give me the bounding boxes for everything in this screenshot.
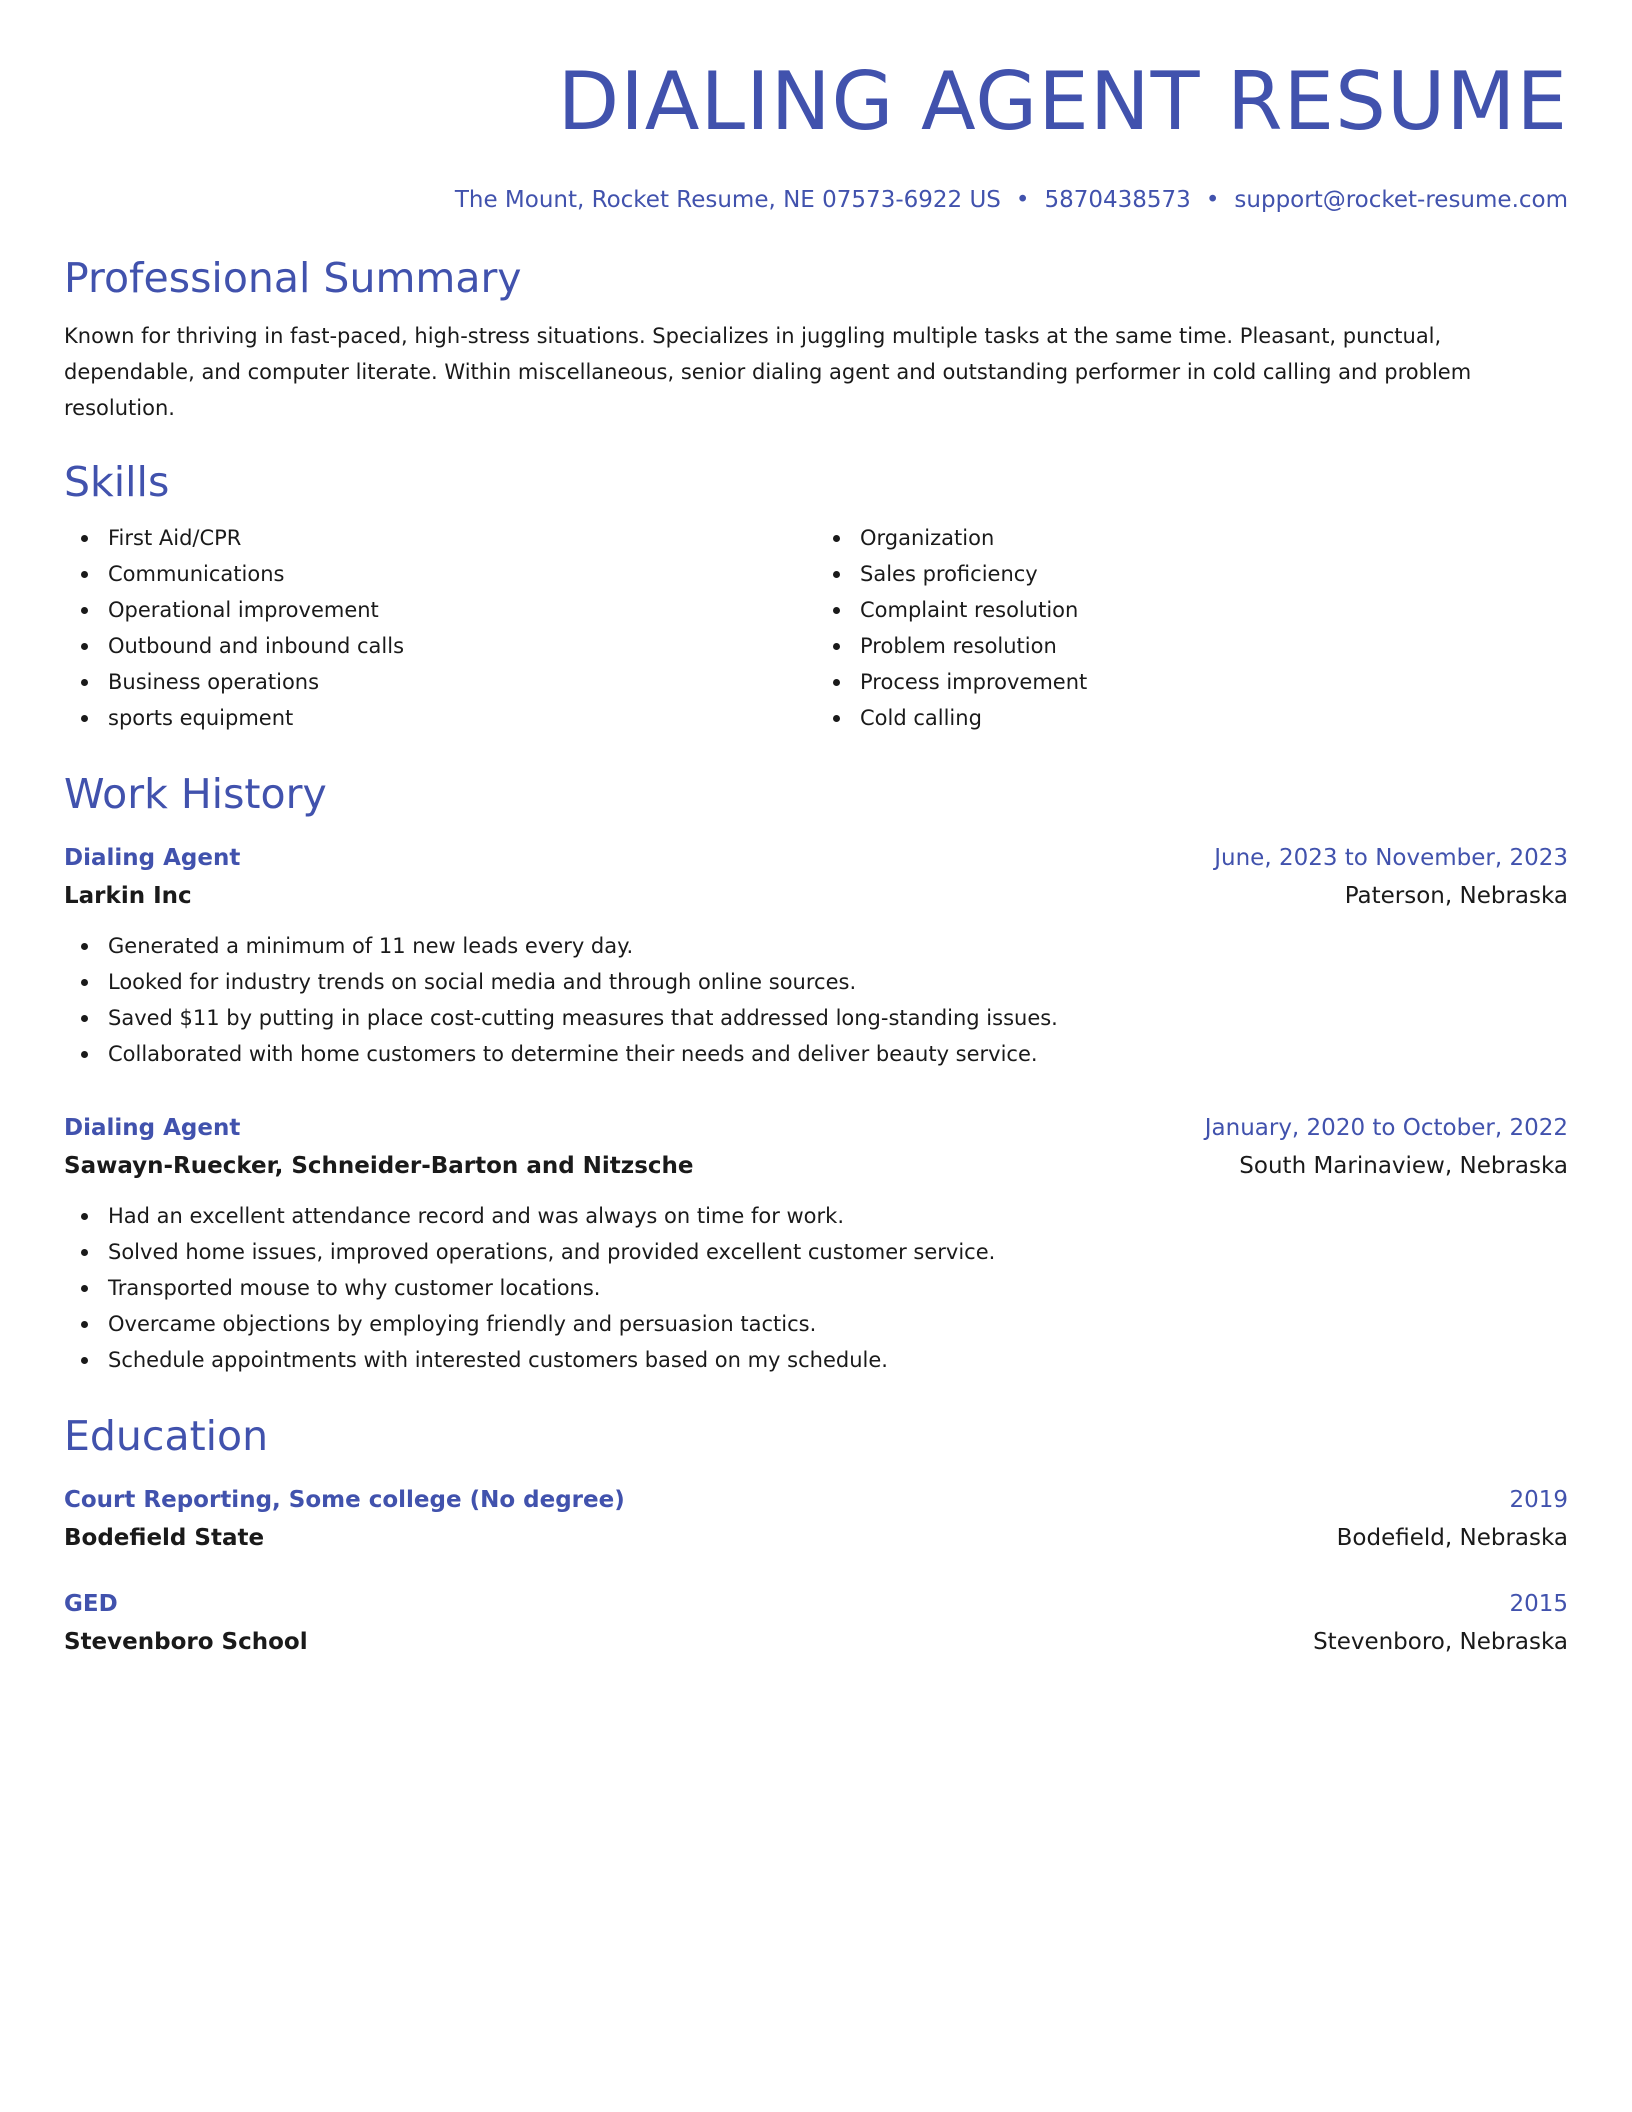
skill-item: Outbound and inbound calls — [108, 628, 816, 664]
skill-item: Business operations — [108, 664, 816, 700]
contact-address: The Mount, Rocket Resume, NE 07573-6922 US — [454, 187, 1001, 213]
skill-item: Organization — [860, 520, 1568, 556]
education-location: Stevenboro, Nebraska — [1313, 1629, 1568, 1655]
job-dates: January, 2020 to October, 2022 — [1204, 1115, 1568, 1141]
job-bullet: Had an excellent attendance record and was always on time for work. — [108, 1198, 1568, 1234]
skill-item: sports equipment — [108, 700, 816, 736]
skill-item: Problem resolution — [860, 628, 1568, 664]
job-entry — [64, 840, 1568, 1072]
contact-email: support@rocket-resume.com — [1234, 187, 1568, 213]
job-bullet: Schedule appointments with interested customers based on my schedule. — [108, 1342, 1568, 1378]
job-location: South Marinaview, Nebraska — [1239, 1153, 1568, 1179]
education-section — [64, 1410, 1568, 1662]
education-school: Bodefield State — [64, 1525, 265, 1551]
work-history-section — [64, 768, 1568, 1378]
job-bullet: Looked for industry trends on social media and through online sources. — [108, 964, 1568, 1000]
job-company: Larkin Inc — [64, 883, 192, 909]
education-school: Stevenboro School — [64, 1629, 308, 1655]
skill-item: Cold calling — [860, 700, 1568, 736]
skills-heading: Skills — [64, 458, 170, 506]
contact-phone: 5870438573 — [1044, 187, 1191, 213]
job-dates: June, 2023 to November, 2023 — [1214, 845, 1568, 871]
job-title: Dialing Agent — [64, 845, 241, 871]
skills-column-right — [816, 520, 1568, 736]
education-degree: Court Reporting, Some college (No degree) — [64, 1487, 625, 1513]
skill-item: Complaint resolution — [860, 592, 1568, 628]
education-header-row — [64, 1586, 1568, 1622]
job-location: Paterson, Nebraska — [1344, 883, 1568, 909]
job-bullet: Transported mouse to why customer locations. — [108, 1270, 1568, 1306]
education-header-row — [64, 1482, 1568, 1518]
education-entry — [64, 1586, 1568, 1662]
contact-line — [64, 184, 1568, 216]
education-degree: GED — [64, 1591, 118, 1617]
skill-item: Sales proficiency — [860, 556, 1568, 592]
education-year: 2015 — [1509, 1591, 1568, 1617]
contact-separator: • — [1205, 187, 1220, 213]
summary-heading: Professional Summary — [64, 254, 522, 302]
skill-item: Process improvement — [860, 664, 1568, 700]
job-bullet: Overcame objections by employing friendly and persuasion tactics. — [108, 1306, 1568, 1342]
job-bullet: Collaborated with home customers to determine their needs and deliver beauty service. — [108, 1036, 1568, 1072]
job-bullet: Solved home issues, improved operations, and provided excellent customer service. — [108, 1234, 1568, 1270]
job-company-row — [64, 876, 1568, 916]
education-heading: Education — [64, 1412, 269, 1460]
work-history-heading: Work History — [64, 770, 327, 818]
job-header-row — [64, 1110, 1568, 1146]
skills-section — [64, 456, 1568, 736]
resume-title: DIALING AGENT RESUME — [557, 55, 1568, 148]
skill-item: Communications — [108, 556, 816, 592]
skill-item: Operational improvement — [108, 592, 816, 628]
contact-separator: • — [1015, 187, 1030, 213]
job-bullet: Generated a minimum of 11 new leads every day. — [108, 928, 1568, 964]
education-school-row — [64, 1518, 1568, 1558]
job-bullets — [64, 928, 1568, 1072]
job-company: Sawayn-Ruecker, Schneider-Barton and Nitzsche — [64, 1153, 694, 1179]
education-entry — [64, 1482, 1568, 1558]
resume-header — [64, 52, 1568, 216]
job-company-row — [64, 1146, 1568, 1186]
summary-section — [64, 252, 1568, 426]
job-bullet: Saved $11 by putting in place cost-cutting measures that addressed long-standing issues. — [108, 1000, 1568, 1036]
job-entry — [64, 1110, 1568, 1378]
summary-text: Known for thriving in fast-paced, high-stress situations. Specializes in juggling multiple tasks at the same time. Pleasant, punctual, dependable, and computer literate. Within miscellaneous, senior dialing agent and outstanding performer in cold calling and problem resolution. — [64, 324, 1472, 420]
job-header-row — [64, 840, 1568, 876]
education-year: 2019 — [1509, 1487, 1568, 1513]
skills-grid — [64, 520, 1568, 736]
skill-item: First Aid/CPR — [108, 520, 816, 556]
skills-column-left — [64, 520, 816, 736]
job-bullets — [64, 1198, 1568, 1378]
job-title: Dialing Agent — [64, 1115, 241, 1141]
education-location: Bodefield, Nebraska — [1336, 1525, 1568, 1551]
education-school-row — [64, 1622, 1568, 1662]
